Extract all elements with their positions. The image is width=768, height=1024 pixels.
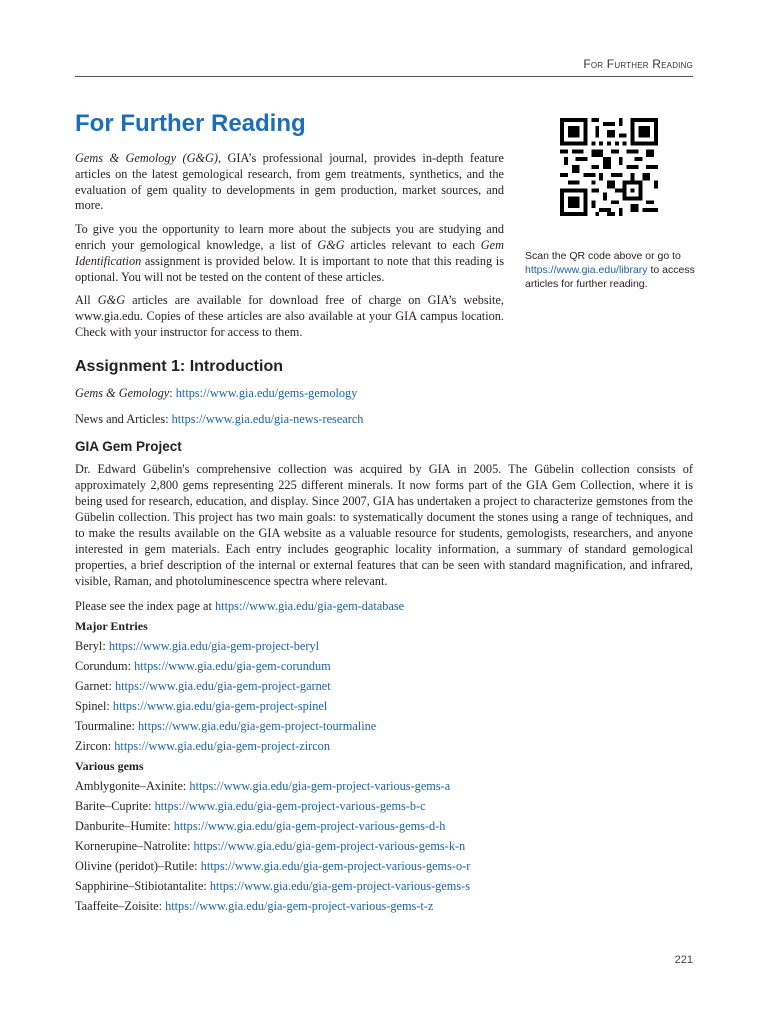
list-item: Danburite–Humite: https://www.gia.edu/gia-gem-project-various-gems-d-h bbox=[75, 819, 446, 833]
gem-database-link[interactable]: https://www.gia.edu/gia-gem-database bbox=[215, 599, 405, 613]
assignment-1-links bbox=[75, 383, 693, 429]
running-head: For Further Reading bbox=[583, 57, 693, 71]
various-gems-k-n-link[interactable]: https://www.gia.edu/gia-gem-project-various-gems-k-n bbox=[193, 839, 466, 853]
library-link[interactable]: https://www.gia.edu/library bbox=[525, 264, 648, 276]
list-item: Tourmaline: https://www.gia.edu/gia-gem-project-tourmaline bbox=[75, 719, 377, 733]
gems-gemology-link[interactable]: https://www.gia.edu/gems-gemology bbox=[175, 386, 358, 400]
beryl-link[interactable]: https://www.gia.edu/gia-gem-project-beryl bbox=[108, 639, 320, 653]
corundum-link[interactable]: https://www.gia.edu/gia-gem-corundum bbox=[134, 659, 331, 673]
list-item: Olivine (peridot)–Rutile: https://www.gia.edu/gia-gem-project-various-gems-o-r bbox=[75, 859, 471, 873]
link-line: Gems & Gemology: https://www.gia.edu/gems-gemology bbox=[75, 386, 358, 400]
various-gems-a-link[interactable]: https://www.gia.edu/gia-gem-project-various-gems-a bbox=[189, 779, 451, 793]
various-gems-d-h-link[interactable]: https://www.gia.edu/gia-gem-project-various-gems-d-h bbox=[173, 819, 446, 833]
list-item: Barite–Cuprite: https://www.gia.edu/gia-gem-project-various-gems-b-c bbox=[75, 799, 426, 813]
list-item: Zircon: https://www.gia.edu/gia-gem-project-zircon bbox=[75, 739, 330, 753]
intro-paragraph-2: To give you the opportunity to learn more about the subjects you are studying and enrich your gemological knowledge, a list of G&G articles relevant to each Gem Identification assignment is provided below. It is important to note that this reading is optional. You will not be tested on the content of these articles. bbox=[75, 222, 504, 284]
gem-project-paragraph: Dr. Edward Gübelin's comprehensive collection was acquired by GIA in 2005. The Gübelin collection consists of approximately 2,800 gems representing 225 different minerals. It now forms part of the GIA Gem Collection, where it is being used for research, education, and display. Since 2007, GIA has undertaken a project to characterize gemstones from the Gübelin collection. This project has two main goals: to systematically document the stones using a range of techniques, and to make the results available on the GIA website as a valuable resource for students, gemologists, researchers, and anyone interested in gem materials. Each entry includes geographic locality information, a summary of standard gemological properties, a brief description of the internal or external features that can be seen with standard magnification, and infrared, visible, Raman, and photoluminescence spectra where relevant. bbox=[75, 462, 693, 588]
intro-paragraph-3: All G&G articles are available for download free of charge on GIA’s website, www.gia.edu. Copies of these articles are also available at your GIA campus location. Check with your instructor for access to them. bbox=[75, 293, 504, 339]
intro-paragraph-1: Gems & Gemology (G&G), GIA’s professional journal, provides in-depth feature articles on the latest gemological research, from gem treatments, synthetics, and the evaluation of gem quality to developments in gem production, market sources, and more. bbox=[75, 151, 504, 213]
intro-section bbox=[75, 151, 504, 349]
header-rule bbox=[75, 76, 693, 77]
gem-project-lists bbox=[75, 596, 693, 916]
index-line: Please see the index page at https://www.gia.edu/gia-gem-database bbox=[75, 599, 405, 613]
qr-code-icon[interactable] bbox=[560, 118, 658, 216]
major-entries-list bbox=[75, 636, 693, 756]
list-item: Amblygonite–Axinite: https://www.gia.edu/gia-gem-project-various-gems-a bbox=[75, 779, 451, 793]
major-entries-heading: Major Entries bbox=[75, 619, 148, 633]
various-gems-o-r-link[interactable]: https://www.gia.edu/gia-gem-project-various-gems-o-r bbox=[200, 859, 471, 873]
list-item: Garnet: https://www.gia.edu/gia-gem-project-garnet bbox=[75, 679, 331, 693]
list-item: Spinel: https://www.gia.edu/gia-gem-project-spinel bbox=[75, 699, 328, 713]
list-item: Sapphirine–Stibiotantalite: https://www.gia.edu/gia-gem-project-various-gems-s bbox=[75, 879, 471, 893]
news-research-link[interactable]: https://www.gia.edu/gia-news-research bbox=[171, 412, 364, 426]
page-title: For Further Reading bbox=[75, 110, 306, 137]
list-item: Beryl: https://www.gia.edu/gia-gem-project-beryl bbox=[75, 639, 320, 653]
gem-project-heading: GIA Gem Project bbox=[75, 439, 182, 454]
qr-caption: Scan the QR code above or go to https://www.gia.edu/library to access articles for further reading. bbox=[525, 250, 695, 290]
list-item: Taaffeite–Zoisite: https://www.gia.edu/gia-gem-project-various-gems-t-z bbox=[75, 899, 434, 913]
spinel-link[interactable]: https://www.gia.edu/gia-gem-project-spinel bbox=[112, 699, 328, 713]
various-gems-t-z-link[interactable]: https://www.gia.edu/gia-gem-project-various-gems-t-z bbox=[165, 899, 434, 913]
various-gems-s-link[interactable]: https://www.gia.edu/gia-gem-project-various-gems-s bbox=[209, 879, 471, 893]
list-item: Corundum: https://www.gia.edu/gia-gem-corundum bbox=[75, 659, 331, 673]
link-line: News and Articles: https://www.gia.edu/gia-news-research bbox=[75, 412, 364, 426]
list-item: Kornerupine–Natrolite: https://www.gia.edu/gia-gem-project-various-gems-k-n bbox=[75, 839, 466, 853]
various-gems-heading: Various gems bbox=[75, 759, 144, 773]
garnet-link[interactable]: https://www.gia.edu/gia-gem-project-garnet bbox=[114, 679, 331, 693]
various-gems-list bbox=[75, 776, 693, 916]
various-gems-b-c-link[interactable]: https://www.gia.edu/gia-gem-project-various-gems-b-c bbox=[154, 799, 426, 813]
tourmaline-link[interactable]: https://www.gia.edu/gia-gem-project-tourmaline bbox=[138, 719, 377, 733]
assignment-1-heading: Assignment 1: Introduction bbox=[75, 358, 283, 375]
zircon-link[interactable]: https://www.gia.edu/gia-gem-project-zircon bbox=[114, 739, 330, 753]
page-number: 221 bbox=[674, 954, 693, 966]
